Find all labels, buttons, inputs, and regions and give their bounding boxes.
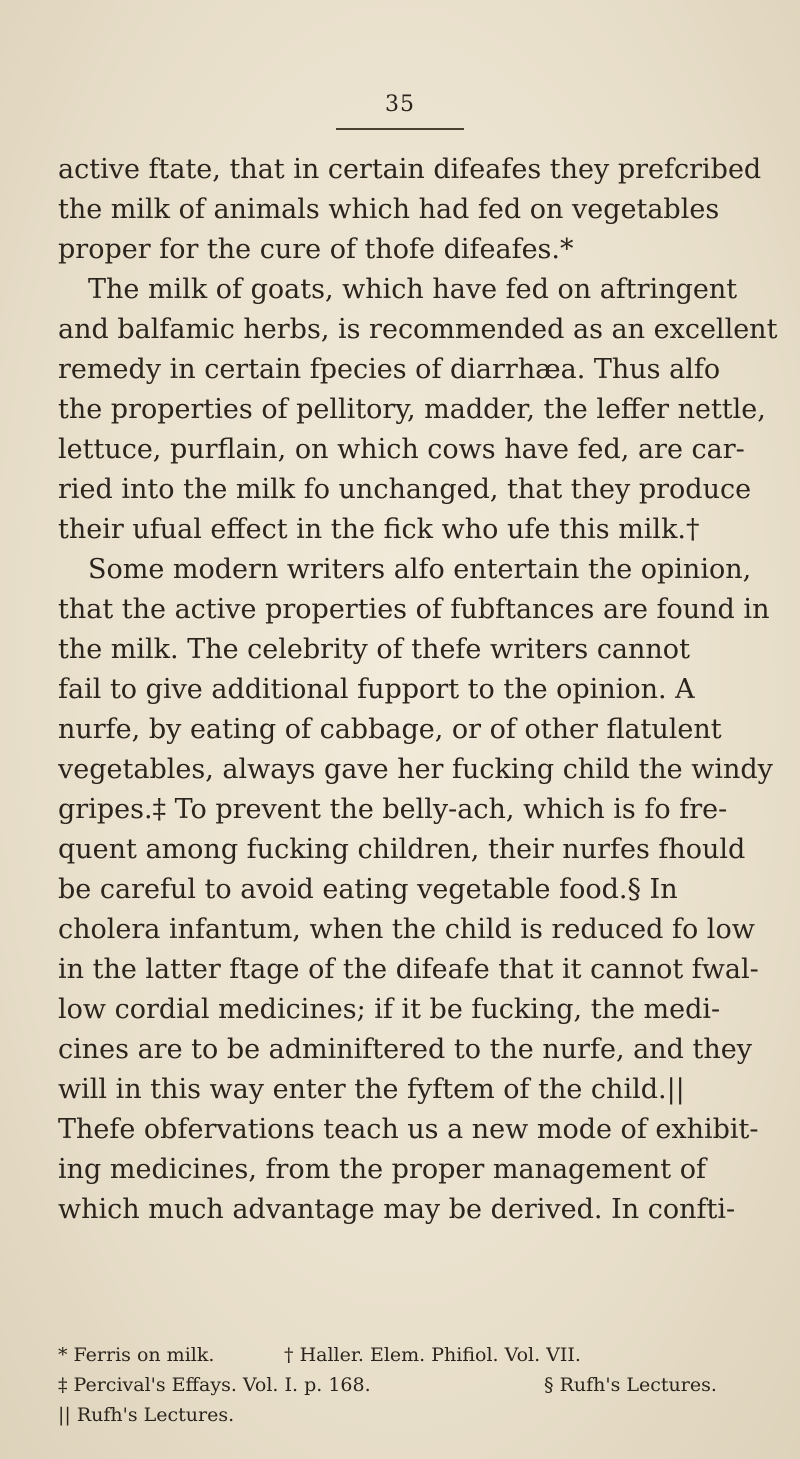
text-line: cines are to be adminiftered to the nurfe, and they [58,1034,753,1065]
text-line: the milk. The celebrity of thefe writers cannot [58,634,690,665]
text-line: their ufual effect in the fick who ufe this milk.† [58,514,700,545]
text-line: low cordial medicines; if it be fucking, the medi- [58,994,721,1025]
text-line: proper for the cure of thofe difeafes.* [58,234,574,265]
text-line: gripes.‡ To prevent the belly-ach, which is fo fre- [58,794,728,825]
text-line: in the latter ftage of the difeafe that it cannot fwal- [58,954,759,985]
text-line: that the active properties of fubftances are found in [58,594,770,625]
text-line: be careful to avoid eating vegetable food.§ In [58,874,678,905]
text-line: active ftate, that in certain difeafes they prefcribed [58,154,762,185]
footnote: † Haller. Elem. Phifiol. Vol. VII. [284,1344,581,1366]
text-line: will in this way enter the fyftem of the child.|| [58,1074,685,1105]
text-line: and balfamic herbs, is recommended as an excellent [58,314,778,345]
text-line: lettuce, purflain, on which cows have fed, are car- [58,434,745,465]
text-line: vegetables, always gave her fucking child the windy [58,754,773,785]
text-line: which much advantage may be derived. In confti- [58,1194,736,1225]
footnote: * Ferris on milk. [58,1344,215,1366]
text-line: nurfe, by eating of cabbage, or of other flatulent [58,714,722,745]
footnote: § Rufh's Lectures. [544,1374,717,1396]
text-line: The milk of goats, which have fed on aftringent [88,274,738,305]
text-line: ried into the milk fo unchanged, that they produce [58,474,752,505]
text-line: Some modern writers alfo entertain the opinion, [88,554,752,585]
text-line: fail to give additional fupport to the opinion. A [58,674,695,705]
body-text [58,150,790,1230]
footnote: || Rufh's Lectures. [58,1404,235,1426]
text-line: Thefe obfervations teach us a new mode of exhibit- [58,1114,759,1145]
footnote-row [58,1340,790,1370]
footnote: ‡ Percival's Effays. Vol. I. p. 168. [58,1374,371,1396]
footnote-row [58,1370,790,1400]
text-line: the properties of pellitory, madder, the leffer nettle, [58,394,766,425]
footnotes [58,1340,790,1430]
text-line: ing medicines, from the proper management of [58,1154,706,1185]
text-line: remedy in certain fpecies of diarrhæa. Thus alfo [58,354,721,385]
text-line: the milk of animals which had fed on vegetables [58,194,720,225]
header-rule [336,128,464,130]
page-number: 35 [385,92,415,117]
text-line: quent among fucking children, their nurfes fhould [58,834,746,865]
footnote-row [58,1400,790,1430]
text-line: cholera infantum, when the child is reduced fo low [58,914,755,945]
